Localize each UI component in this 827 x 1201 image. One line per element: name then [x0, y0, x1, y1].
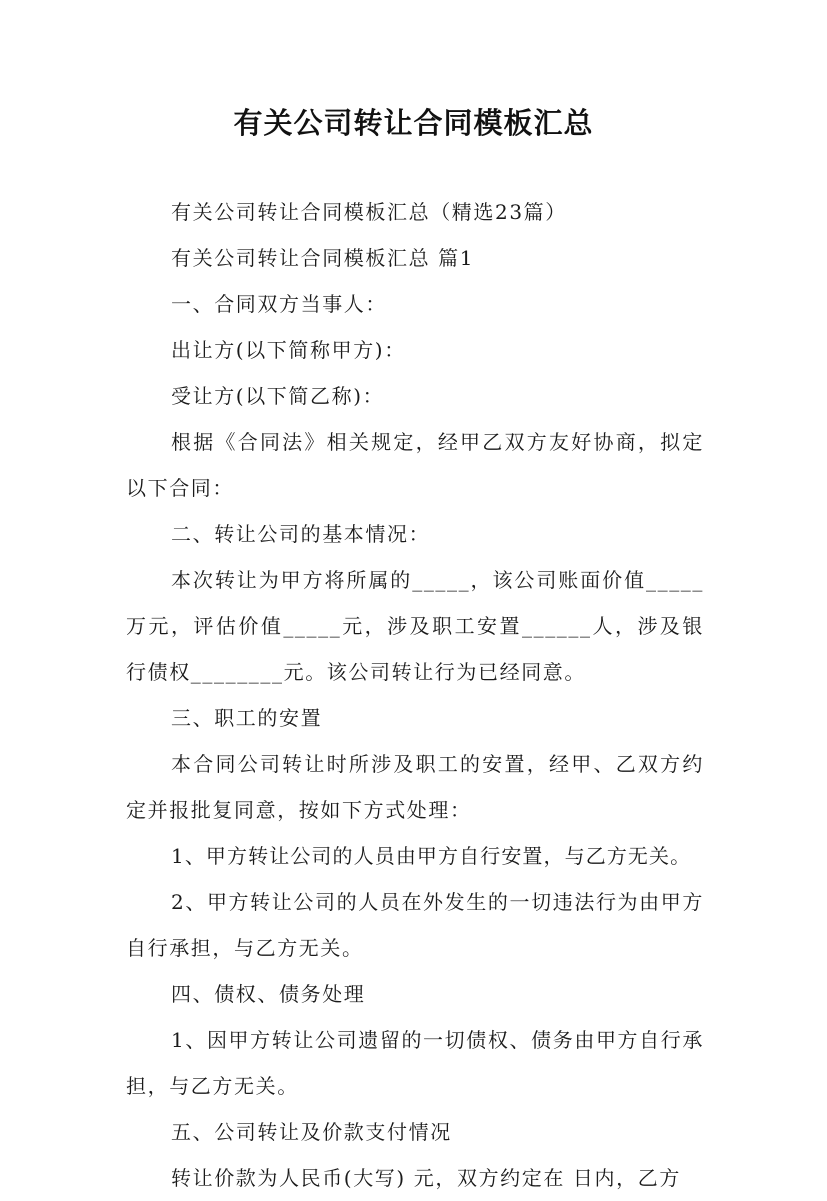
clause-heading-company-info: 二、转让公司的基本情况： — [171, 522, 431, 546]
document-body — [126, 189, 704, 1201]
clause-heading-payment: 五、公司转让及价款支付情况 — [171, 1120, 452, 1144]
staff-item-1: 1、甲方转让公司的人员由甲方自行安置，与乙方无关。 — [171, 844, 692, 868]
payment-paragraph: 转让价款为人民币(大写) 元，双方约定在 日内，乙方 — [171, 1166, 681, 1190]
preamble-paragraph: 根据《合同法》相关规定，经甲乙双方友好协商，拟定以下合同： — [126, 430, 704, 500]
company-info-paragraph: 本次转让为甲方将所属的_____，该公司账面价值_____万元，评估价值_____元，涉及职工安置______人，涉及银行债权________元。该公司转让行为已经同意。 — [126, 568, 704, 684]
subtitle-paragraph: 有关公司转让合同模板汇总（精选23篇） — [171, 200, 567, 224]
staff-item-2: 2、甲方转让公司的人员在外发生的一切违法行为由甲方自行承担，与乙方无关。 — [126, 890, 704, 960]
transferee-line: 受让方(以下简乙称)： — [171, 384, 385, 408]
section-heading-part-1: 有关公司转让合同模板汇总 篇1 — [171, 246, 475, 270]
document-title: 有关公司转让合同模板汇总 — [233, 106, 594, 140]
debts-item-1: 1、因甲方转让公司遗留的一切债权、债务由甲方自行承担，与乙方无关。 — [126, 1028, 704, 1098]
staff-paragraph: 本合同公司转让时所涉及职工的安置，经甲、乙双方约定并报批复同意，按如下方式处理： — [126, 752, 704, 822]
clause-heading-staff: 三、职工的安置 — [171, 706, 323, 730]
clause-heading-parties: 一、合同双方当事人： — [171, 292, 387, 316]
clause-heading-debts: 四、债权、债务处理 — [171, 982, 366, 1006]
transferor-line: 出让方(以下简称甲方)： — [171, 338, 406, 362]
